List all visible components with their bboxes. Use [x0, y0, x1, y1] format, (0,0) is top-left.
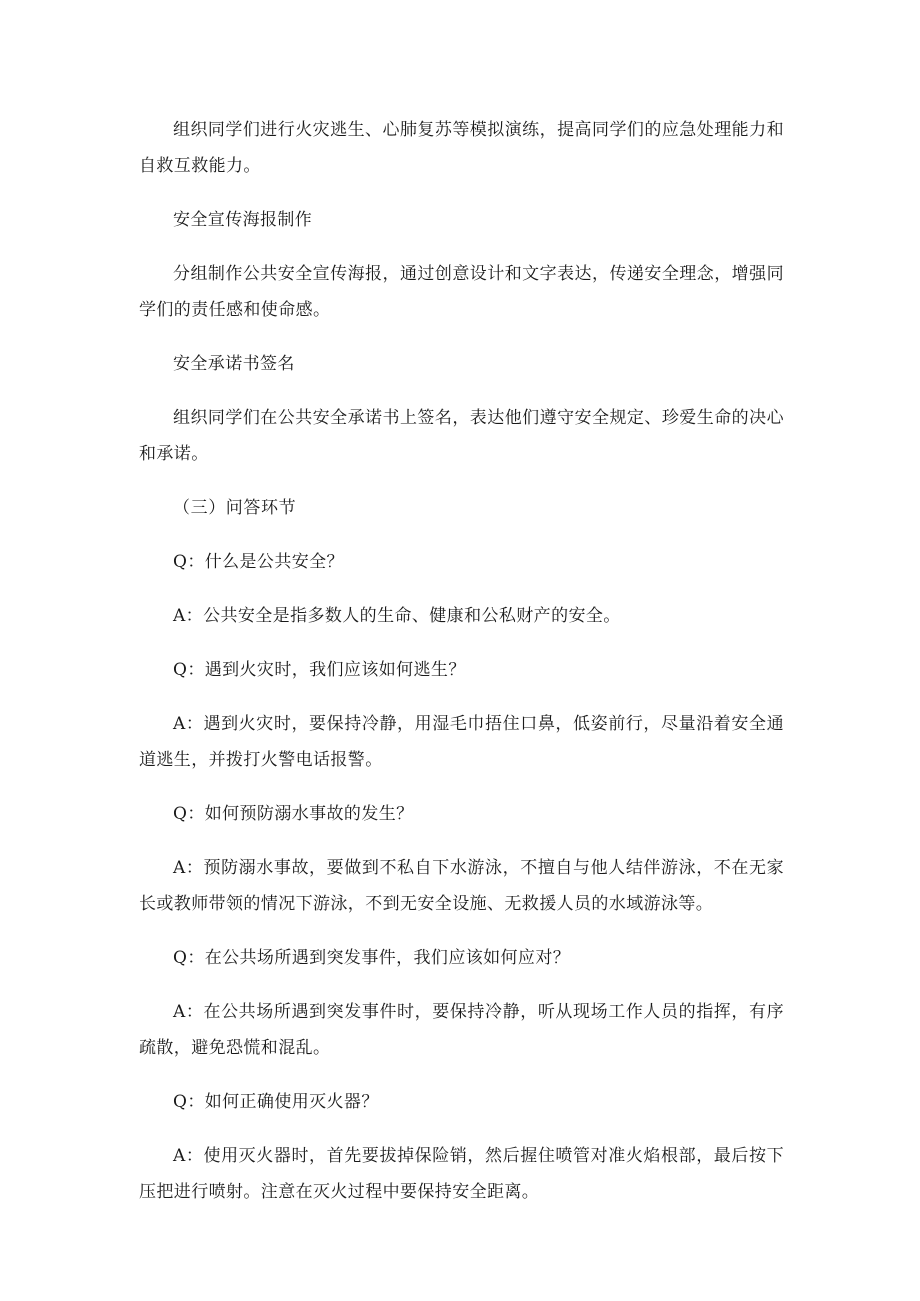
paragraph-poster: 分组制作公共安全宣传海报，通过创意设计和文字表达，传递安全理念，增强同学们的责任感和使命感。 — [139, 264, 784, 320]
answer-4: A：在公共场所遇到突发事件时，要保持冷静，听从现场工作人员的指挥，有序疏散，避免恐慌和混乱。 — [139, 1002, 784, 1058]
subheading-poster: 安全宣传海报制作 — [173, 210, 313, 230]
paragraph-drill: 组织同学们进行火灾逃生、心肺复苏等模拟演练，提高同学们的应急处理能力和自救互救能力。 — [139, 120, 784, 176]
answer-1: A：公共安全是指多数人的生命、健康和公私财产的安全。 — [173, 606, 621, 626]
question-1: Q：什么是公共安全？ — [173, 552, 344, 572]
question-2: Q：遇到火灾时，我们应该如何逃生？ — [173, 660, 466, 680]
question-3: Q：如何预防溺水事故的发生？ — [173, 804, 414, 824]
section-heading-qa: （三）问答环节 — [173, 498, 297, 518]
question-4: Q：在公共场所遇到突发事件，我们应该如何应对？ — [173, 948, 571, 968]
answer-5: A：使用灭火器时，首先要拔掉保险销，然后握住喷管对准火焰根部，最后按下压把进行喷射。注意在灭火过程中要保持安全距离。 — [139, 1146, 784, 1202]
document-page — [139, 112, 784, 1210]
paragraph-pledge: 组织同学们在公共安全承诺书上签名，表达他们遵守安全规定、珍爱生命的决心和承诺。 — [139, 408, 784, 464]
question-5: Q：如何正确使用灭火器？ — [173, 1092, 379, 1112]
answer-3: A：预防溺水事故，要做到不私自下水游泳，不擅自与他人结伴游泳，不在无家长或教师带领的情况下游泳，不到无安全设施、无救援人员的水域游泳等。 — [139, 858, 784, 914]
subheading-pledge: 安全承诺书签名 — [173, 354, 295, 374]
answer-2: A：遇到火灾时，要保持冷静，用湿毛巾捂住口鼻，低姿前行，尽量沿着安全通道逃生，并拨打火警电话报警。 — [139, 714, 784, 770]
